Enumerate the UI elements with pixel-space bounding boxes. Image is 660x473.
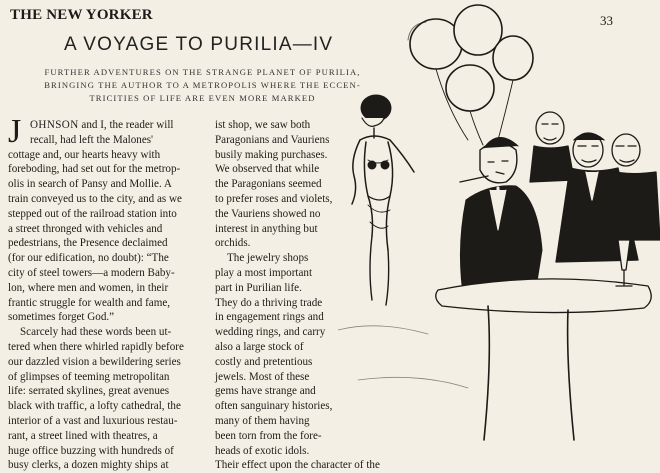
subtitle-line: TRICITIES OF LIFE ARE EVEN MORE MARKED bbox=[89, 93, 316, 104]
text-line: many of them having bbox=[215, 414, 310, 427]
text-line: in engagement rings and bbox=[215, 311, 324, 324]
nightclub-illustration bbox=[338, 0, 660, 447]
text-line: and I, the reader will bbox=[78, 119, 174, 131]
text-line: jewels. Most of these bbox=[215, 370, 310, 383]
text-line: busy clerks, a dozen mighty ships at bbox=[8, 459, 169, 472]
text-line: also a large stock of bbox=[215, 340, 304, 353]
text-line: busily making purchases. bbox=[215, 148, 328, 161]
text-line: foreboding, had set out for the metrop- bbox=[8, 163, 181, 176]
text-line: sometimes forget God.” bbox=[8, 311, 115, 324]
drop-cap: J bbox=[8, 113, 22, 150]
text-line: heads of exotic idols. bbox=[215, 444, 310, 457]
balloon-icon bbox=[493, 36, 533, 80]
text-line: part in Purilian life. bbox=[215, 281, 302, 294]
text-line: recall, had left the Malones' bbox=[30, 133, 154, 146]
text-line: They do a thriving trade bbox=[215, 296, 323, 309]
text-line: Scarcely had these words been ut- bbox=[20, 326, 172, 339]
text-line: (for our edification, no doubt): “The bbox=[8, 252, 169, 265]
text-line: interest in anything but bbox=[215, 222, 318, 235]
text-line: The jewelry shops bbox=[227, 252, 309, 265]
text-line: black with traffic, a lofty cathedral, the bbox=[8, 400, 181, 413]
text-line: Their effect upon the character of the bbox=[215, 459, 380, 472]
dancer-figure bbox=[352, 95, 414, 305]
text-line: life: serrated skylines, great avenues bbox=[8, 385, 170, 398]
text-line: often sanguinary histories, bbox=[215, 400, 333, 413]
text-line: train conveyed us to the city, and as we bbox=[8, 192, 182, 205]
text-line: lon, where men and women, in their bbox=[8, 281, 169, 294]
text-line: orchids. bbox=[215, 237, 251, 250]
text-line: gems have strange and bbox=[215, 385, 316, 398]
text-line: to prefer roses and violets, bbox=[215, 192, 333, 205]
text-line: been torn from the fore- bbox=[215, 429, 322, 442]
text-line: pedestrians, the Presence declaimed bbox=[8, 237, 168, 250]
text-line: our dazzled vision a bewildering series bbox=[8, 355, 181, 368]
text-line: We observed that while bbox=[215, 163, 320, 176]
text-line: costly and pretentious bbox=[215, 355, 313, 368]
text-line: wedding rings, and carry bbox=[215, 326, 326, 339]
text-line: frantic struggle for wealth and fame, bbox=[8, 296, 171, 309]
text-line: cottage and, our hearts heavy with bbox=[8, 148, 161, 161]
text-line: ist shop, we saw both bbox=[215, 119, 311, 131]
text-line: tered when there whirled rapidly before bbox=[8, 340, 184, 353]
text-line: city of steel towers—a modern Baby- bbox=[8, 266, 175, 279]
text-line: huge office buzzing with hundreds of bbox=[8, 444, 174, 457]
page-number: 33 bbox=[600, 13, 613, 28]
article-column-2 bbox=[215, 118, 380, 473]
article-title: A VOYAGE TO PURILIA—IV bbox=[64, 34, 334, 55]
masthead: THE NEW YORKER bbox=[10, 7, 153, 23]
text-line: olis in search of Pansy and Mollie. A bbox=[8, 178, 172, 191]
text-line: a street thronged with vehicles and bbox=[8, 222, 163, 235]
text-line: the Vauriens showed no bbox=[215, 207, 321, 220]
text-line: Paragonians and Vauriens bbox=[215, 133, 330, 146]
text-line: rant, a street lined with theatres, a bbox=[8, 429, 158, 442]
text-line: the Paragonians seemed bbox=[215, 178, 322, 191]
text-line: stepped out of the railroad station into bbox=[8, 207, 177, 220]
subtitle-line: FURTHER ADVENTURES ON THE STRANGE PLANET OF PURILIA, bbox=[44, 67, 361, 77]
article-column-1 bbox=[8, 113, 208, 473]
text-line: interior of a vast and luxurious restau- bbox=[8, 414, 178, 427]
man-figure bbox=[460, 137, 542, 300]
text-line: of glimpses of teeming metropolitan bbox=[8, 370, 170, 383]
dropcap-word: OHNSON bbox=[30, 119, 79, 131]
balloon-icon bbox=[446, 65, 494, 111]
crowd-figures bbox=[530, 112, 660, 262]
subtitle-line: BRINGING THE AUTHOR TO A METROPOLIS WHERE THE ECCEN- bbox=[44, 80, 361, 91]
text-line: play a most important bbox=[215, 266, 313, 279]
article-subtitle bbox=[30, 66, 375, 106]
